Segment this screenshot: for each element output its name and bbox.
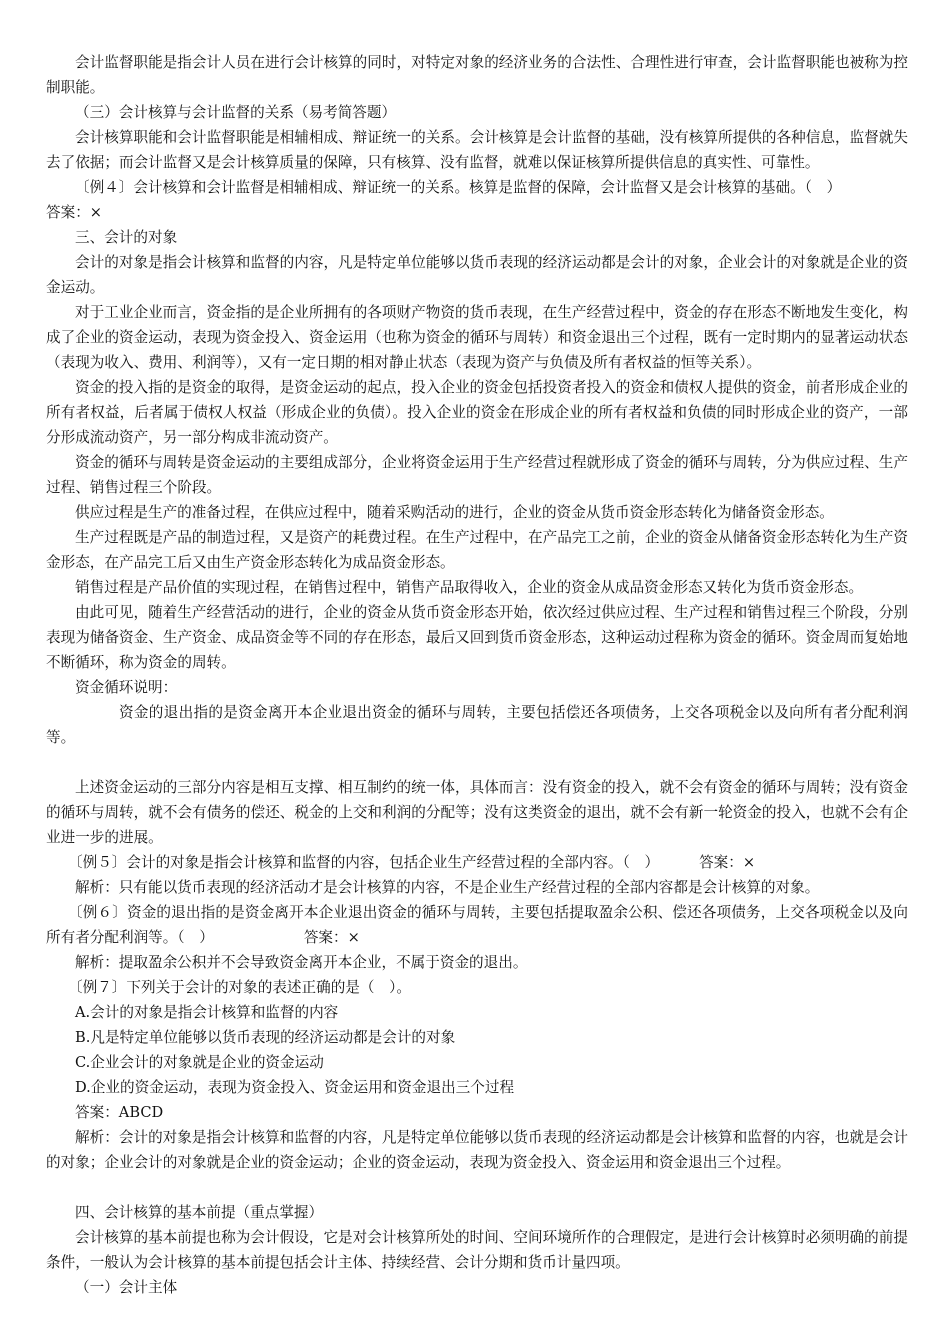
example-5-answer: 答案：× bbox=[699, 854, 756, 871]
paragraph-capital-exit: 资金的退出指的是资金离开本企业退出资金的循环与周转，主要包括偿还各项债务，上交各项税金以及向所有者分配利润等。 bbox=[46, 704, 908, 746]
paragraph-supervision-definition: 会计监督职能是指会计人员在进行会计核算的同时，对特定对象的经济业务的合法性、合理性进行审查，会计监督职能也被称为控制职能。 bbox=[46, 54, 908, 96]
example-7-question: 〔例７〕下列关于会计的对象的表述正确的是（ ）。 bbox=[68, 979, 411, 996]
paragraph-supply-process: 供应过程是生产的准备过程，在供应过程中，随着采购活动的进行，企业的资金从货币资金形态转化为储备资金形态。 bbox=[75, 504, 834, 521]
paragraph-circulation-summary: 由此可见，随着生产经营活动的进行，企业的资金从货币资金形态开始，依次经过供应过程、生产过程和销售过程三个阶段，分别表现为储备资金、生产资金、成品资金等不同的存在形态，最后又回到货币资金形态，这种运动过程称为资金的循环。资金周而复始地不断循环，称为资金的周转。 bbox=[46, 604, 908, 671]
example-4-answer: 答案：× bbox=[46, 204, 103, 221]
paragraph-relationship: 会计核算职能和会计监督职能是相辅相成、辩证统一的关系。会计核算是会计监督的基础，没有核算所提供的各种信息，监督就失去了依据；而会计监督又是会计核算质量的保障，只有核算、没有监督，就难以保证核算所提供信息的真实性、可靠性。 bbox=[46, 129, 908, 171]
document-page bbox=[46, 50, 908, 1300]
blank-line bbox=[46, 1175, 908, 1200]
paragraph-industrial-enterprise: 对于工业企业而言，资金指的是企业所拥有的各项财产物资的货币表现，在生产经营过程中，资金的存在形态不断地发生变化，构成了企业的资金运动，表现为资金投入、资金运用（也称为资金的循环与周转）和资金退出三个过程，既有一定时期内的显著运动状态（表现为收入、费用、利润等），又有一定日期的相对静止状态（表现为资产与负债及所有者权益的恒等关系）。 bbox=[46, 304, 908, 371]
paragraph-circulation-note-label: 资金循环说明： bbox=[75, 679, 178, 696]
paragraph-basic-premises: 会计核算的基本前提也称为会计假设，它是对会计核算所处的时间、空间环境所作的合理假定，是进行会计核算时必须明确的前提条件，一般认为会计核算的基本前提包括会计主体、持续经营、会计分期和货币计量四项。 bbox=[46, 1229, 908, 1271]
example-7-option-c: C.企业会计的对象就是企业的资金运动 bbox=[75, 1054, 324, 1071]
heading-accounting-object: 三、会计的对象 bbox=[75, 229, 178, 246]
example-6-analysis: 解析：提取盈余公积并不会导致资金离开本企业，不属于资金的退出。 bbox=[75, 954, 528, 971]
example-6-answer: 答案：× bbox=[303, 929, 360, 946]
heading-accounting-entity: （一）会计主体 bbox=[75, 1279, 178, 1296]
example-6 bbox=[46, 900, 908, 950]
heading-basic-premises: 四、会计核算的基本前提（重点掌握） bbox=[75, 1204, 324, 1221]
example-7-option-b: B.凡是特定单位能够以货币表现的经济运动都是会计的对象 bbox=[75, 1029, 456, 1046]
example-6-question: 〔例６〕资金的退出指的是资金离开本企业退出资金的循环与周转，主要包括提取盈余公积、偿还各项债务，上交各项税金以及向所有者分配利润等。（ ） bbox=[46, 904, 908, 946]
paragraph-object-definition: 会计的对象是指会计核算和监督的内容，凡是特定单位能够以货币表现的经济运动都是会计的对象，企业会计的对象就是企业的资金运动。 bbox=[46, 254, 908, 296]
paragraph-unity: 上述资金运动的三部分内容是相互支撑、相互制约的统一体，具体而言：没有资金的投入，就不会有资金的循环与周转；没有资金的循环与周转，就不会有债务的偿还、税金的上交和利润的分配等；没有这类资金的退出，就不会有新一轮资金的投入，也就不会有企业进一步的进展。 bbox=[46, 779, 908, 846]
example-4-question: 〔例４〕会计核算和会计监督是相辅相成、辩证统一的关系。核算是监督的保障，会计监督又是会计核算的基础。（ ） bbox=[75, 179, 842, 196]
paragraph-sales-process: 销售过程是产品价值的实现过程，在销售过程中，销售产品取得收入，企业的资金从成品资金形态又转化为货币资金形态。 bbox=[75, 579, 864, 596]
heading-relationship: （三）会计核算与会计监督的关系（易考简答题） bbox=[75, 104, 397, 121]
blank-line bbox=[46, 750, 908, 775]
example-7-option-d: D.企业的资金运动，表现为资金投入、资金运用和资金退出三个过程 bbox=[75, 1079, 515, 1096]
example-7-analysis: 解析：会计的对象是指会计核算和监督的内容，凡是特定单位能够以货币表现的经济运动都是会计核算和监督的内容，也就是会计的对象；企业会计的对象就是企业的资金运动；企业的资金运动，表现为资金投入、资金运用和资金退出三个过程。 bbox=[46, 1129, 908, 1171]
paragraph-production-process: 生产过程既是产品的制造过程，又是资产的耗费过程。在生产过程中，在产品完工之前，企业的资金从储备资金形态转化为生产资金形态，在产品完工后又由生产资金形态转化为成品资金形态。 bbox=[46, 529, 908, 571]
example-5-question: 〔例５〕会计的对象是指会计核算和监督的内容，包括企业生产经营过程的全部内容。（ ） bbox=[68, 854, 660, 871]
example-5-analysis: 解析：只有能以货币表现的经济活动才是会计核算的内容，不是企业生产经营过程的全部内容都是会计核算的对象。 bbox=[75, 879, 820, 896]
paragraph-capital-circulation: 资金的循环与周转是资金运动的主要组成部分，企业将资金运用于生产经营过程就形成了资金的循环与周转，分为供应过程、生产过程、销售过程三个阶段。 bbox=[46, 454, 908, 496]
example-5 bbox=[46, 850, 908, 875]
paragraph-capital-input: 资金的投入指的是资金的取得，是资金运动的起点，投入企业的资金包括投资者投入的资金和债权人提供的资金，前者形成企业的所有者权益，后者属于债权人权益（形成企业的负债）。投入企业的资金在形成企业的所有者权益和负债的同时形成企业的资产，一部分形成流动资产，另一部分构成非流动资产。 bbox=[46, 379, 908, 446]
example-7-option-a: A.会计的对象是指会计核算和监督的内容 bbox=[75, 1004, 339, 1021]
example-7-answer: 答案：ABCD bbox=[75, 1104, 164, 1121]
